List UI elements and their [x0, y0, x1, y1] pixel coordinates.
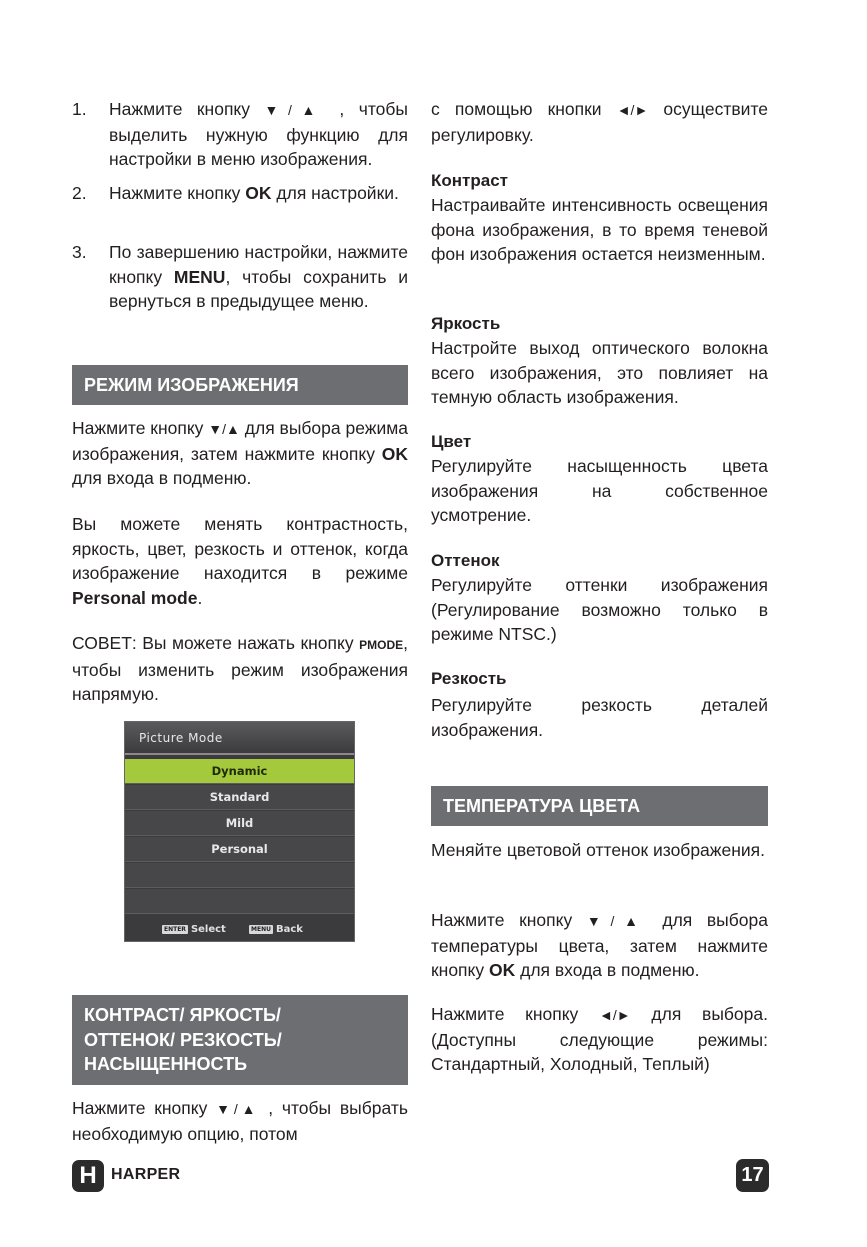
down-up-arrows-icon: ▼/▲: [216, 1101, 260, 1117]
left-right-arrows-icon: ◄/►: [616, 102, 649, 118]
menu-item-mild[interactable]: Mild: [125, 811, 354, 836]
heading-sharpness: Резкость: [431, 669, 507, 688]
contrast-paragraph: Нажмите кнопку ▼/▲ , чтобы выбрать необходимую опцию, потом: [72, 1098, 408, 1144]
menu-item-standard[interactable]: Standard: [125, 785, 354, 810]
picture-mode-menu: [124, 721, 355, 942]
back-label: Back: [275, 924, 303, 935]
picture-mode-tip: СОВЕТ: Вы можете нажать кнопку PMODE, чтобы изменить режим изображения напрямую.: [72, 633, 408, 704]
menu-key-icon: MENU: [251, 925, 271, 933]
enter-key-icon: ENTER: [164, 925, 186, 933]
step-1: 1. Нажмите кнопку ▼/▲ , чтобы выделить нужную функцию для настройки в меню изображения.: [72, 99, 409, 169]
heading-color: Цвет: [431, 432, 472, 451]
step-number: 3.: [72, 242, 87, 262]
menu-item-dynamic[interactable]: Dynamic: [125, 759, 354, 784]
brand-name: HARPER: [111, 1166, 181, 1183]
section-title-contrast-brightness: КОНТРАСТ/ ЯРКОСТЬ/ ОТТЕНОК/ РЕЗКОСТЬ/ НАСЫЩЕННОСТЬ: [72, 995, 408, 1085]
down-up-arrows-icon: ▼/▲: [264, 102, 325, 118]
heading-brightness: Яркость: [431, 314, 501, 333]
select-label: Select: [190, 924, 226, 935]
picture-mode-paragraph-2: Вы можете менять контрастность, яркость, цвет, резкость и оттенок, когда изображение находится в режиме Personal mode.: [72, 514, 408, 608]
menu-empty-row: [125, 863, 354, 888]
heading-tint: Оттенок: [431, 551, 500, 570]
menu-footer: [125, 919, 354, 941]
text-tint: Регулируйте оттенки изображения (Регулирование возможно только в режиме NTSC.): [431, 575, 768, 644]
color-temp-paragraph-1: Меняйте цветовой оттенок изображения.: [431, 840, 766, 860]
section-title-picture-mode: РЕЖИМ ИЗОБРАЖЕНИЯ: [72, 365, 408, 405]
menu-title: Picture Mode: [125, 722, 354, 755]
menu-empty-row: [125, 889, 354, 914]
step-3: 3. По завершению настройки, нажмите кнопку MENU, чтобы сохранить и вернуться в предыдущее меню.: [72, 242, 408, 311]
color-temp-paragraph-2: Нажмите кнопку ▼/▲ для выбора температуры цвета, затем нажмите кнопку OK для входа в подменю.: [431, 910, 768, 980]
section-title-color-temperature: ТЕМПЕРАТУРА ЦВЕТА: [431, 786, 768, 826]
left-right-arrows-icon: ◄/►: [599, 1007, 631, 1023]
menu-item-personal[interactable]: Personal: [125, 837, 354, 862]
step-number: 1.: [72, 99, 87, 119]
text-sharpness: Регулируйте резкость деталей изображения.: [431, 695, 768, 740]
adjust-continuation: с помощью кнопки ◄/► осуществите регулировку.: [431, 99, 768, 145]
picture-mode-paragraph-1: Нажмите кнопку ▼/▲ для выбора режима изображения, затем нажмите кнопку OK для входа в подменю.: [72, 418, 409, 488]
text-contrast: Настраивайте интенсивность освещения фона изображения, в то время теневой фон изображения остается неизменным.: [431, 195, 768, 264]
text-color: Регулируйте насыщенность цвета изображения на собственное усмотрение.: [431, 456, 768, 525]
down-up-arrows-icon: ▼/▲: [586, 913, 648, 929]
harper-logo-icon: H: [72, 1160, 104, 1192]
step-number: 2.: [72, 183, 87, 203]
color-temp-paragraph-3: Нажмите кнопку ◄/► для выбора. (Доступны следующие режимы: Стандартный, Холодный, Теплый): [431, 1004, 768, 1074]
heading-contrast: Контраст: [431, 171, 508, 190]
down-up-arrows-icon: ▼/▲: [208, 421, 240, 437]
page-number: 17: [736, 1159, 769, 1192]
step-2: 2. Нажмите кнопку OK для настройки.: [72, 181, 408, 206]
text-brightness: Настройте выход оптического волокна всего изображения, это повлияет на темную область изображения.: [431, 338, 768, 407]
